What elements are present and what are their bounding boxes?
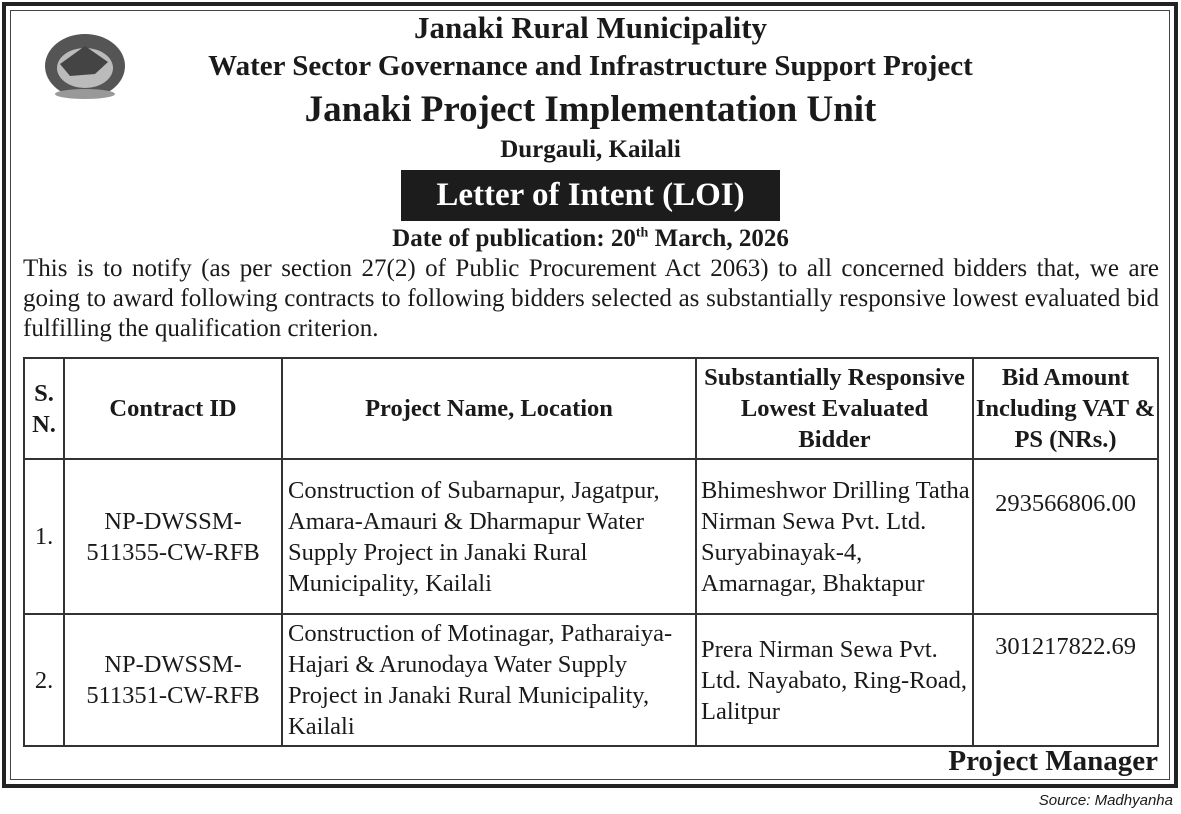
row-bidder: Prera Nirman Sewa Pvt. Ltd. Nayabato, Ring-Road, Lalitpur	[696, 614, 973, 746]
col-amount: Bid Amount Including VAT & PS (NRs.)	[973, 358, 1158, 459]
publication-date: Date of publication: 20th March, 2026	[392, 225, 789, 252]
table-row	[24, 459, 1158, 614]
notice-title: Letter of Intent (LOI)	[401, 170, 780, 221]
contracts-table	[23, 357, 1159, 747]
col-bidder: Substantially Responsive Lowest Evaluated Bidder	[696, 358, 973, 459]
project-name: Water Sector Governance and Infrastructure Support Project	[208, 50, 973, 82]
row-amount: 301217822.69	[973, 614, 1158, 746]
col-project: Project Name, Location	[282, 358, 696, 459]
row-sn: 2.	[24, 614, 64, 746]
unit-name: Janaki Project Implementation Unit	[304, 89, 877, 130]
row-amount: 293566806.00	[973, 459, 1158, 614]
table-row	[24, 614, 1158, 746]
table-header	[24, 358, 1158, 459]
row-sn: 1.	[24, 459, 64, 614]
row-project: Construction of Subarnapur, Jagatpur, Amara-Amauri & Dharmapur Water Supply Project in Janaki Rural Municipality, Kailali	[282, 459, 696, 614]
notice-body: This is to notify (as per section 27(2) of Public Procurement Act 2063) to all concerned bidders that, we are going to award following contracts to following bidders selected as substantially responsive lowest evaluated bid fulfilling the qualification criterion.	[23, 255, 1159, 342]
row-contract-id: NP-DWSSM-511355-CW-RFB	[64, 459, 282, 614]
row-project: Construction of Motinagar, Patharaiya-Hajari & Arunodaya Water Supply Project in Janaki Rural Municipality, Kailali	[282, 614, 696, 746]
source-credit: Source: Madhyanha	[1038, 792, 1173, 809]
col-contract-id: Contract ID	[64, 358, 282, 459]
col-sn: S. N.	[24, 358, 64, 459]
row-bidder: Bhimeshwor Drilling Tatha Nirman Sewa Pvt. Ltd. Suryabinayak-4, Amarnagar, Bhaktapur	[696, 459, 973, 614]
signature: Project Manager	[948, 745, 1158, 777]
office-location: Durgauli, Kailali	[500, 136, 681, 163]
row-contract-id: NP-DWSSM-511351-CW-RFB	[64, 614, 282, 746]
municipality-name: Janaki Rural Municipality	[413, 10, 768, 45]
